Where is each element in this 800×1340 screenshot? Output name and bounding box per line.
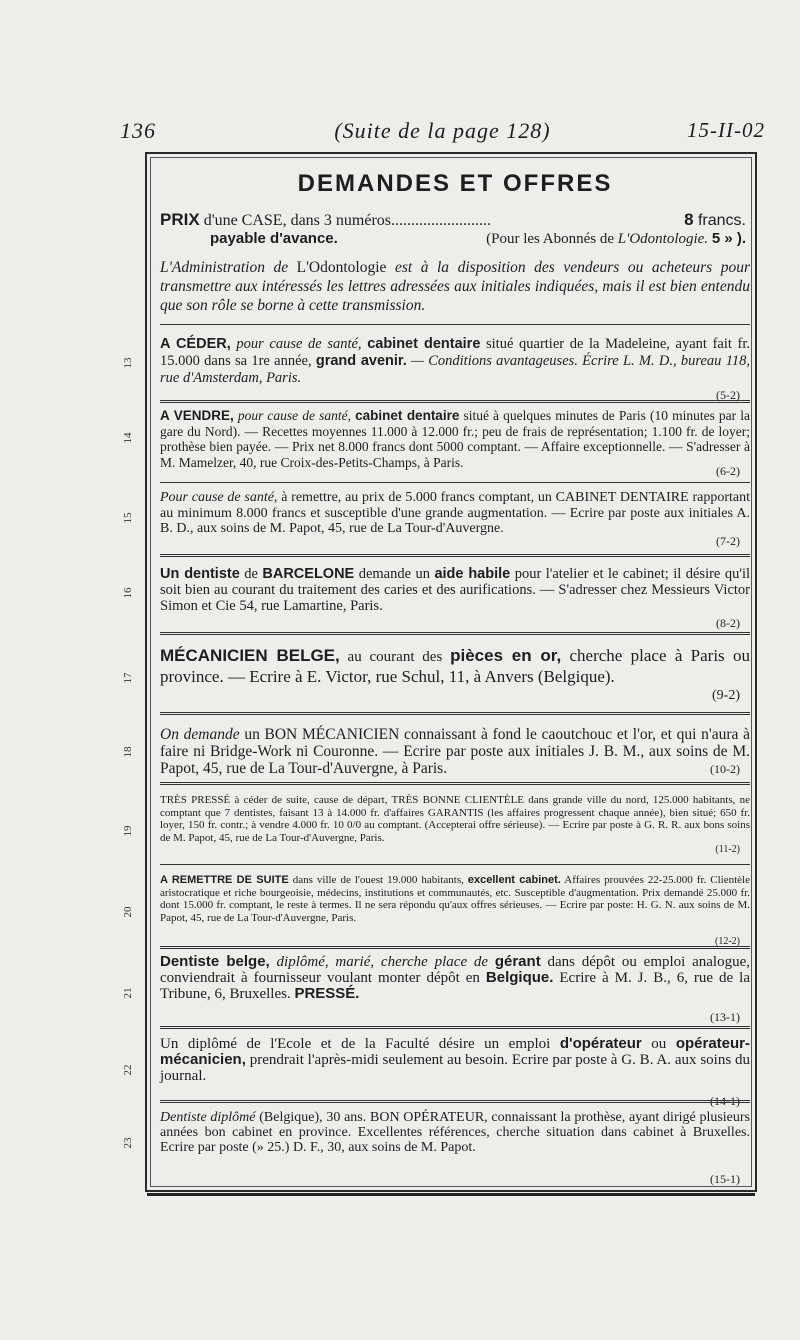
price-line (160, 210, 750, 230)
margin-number: 22 (122, 1064, 134, 1076)
subscribers-amount: 5 » ). (711, 230, 746, 247)
intro-text-b: est à la disposition des vendeurs ou acheteurs pour transmettre aux intéressés les lettres adressées aux initiales indiquées, mais il est bien entendu que son rôle se borne à cette transmission. (160, 259, 750, 314)
ad-lead: MÉCANICIEN BELGE, (160, 646, 340, 665)
ad-reference: (12-2) (715, 936, 740, 947)
ad-item (160, 566, 750, 630)
subscribers-journal: L'Odontologie. (617, 231, 709, 247)
margin-number: 23 (122, 1137, 134, 1149)
margin-number: 17 (122, 672, 134, 684)
ad-text: Affaires prouvées 22-25.000 fr. Clientèle aristocratique et riche bourgeoisie, médecins, institutions et communautés, etc. Susceptible d'augmentation. Prix demandé 25.000 fr. dont 15.000 fr. comptant, le reste à termes. Il ne sera répondu qu'aux offres sérieuses. — Ecrire par poste: H. G. N. aux soins de M. Papot, 45, rue de La Tour-d'Auvergne, Paris. (160, 874, 750, 924)
ad-text: dans ville de l'ouest 19.000 habitants, (288, 874, 468, 886)
ad-bold: cabinet dentaire (367, 336, 481, 352)
ad-lead: Dentiste diplômé (160, 1110, 256, 1125)
ad-text: pour cause de santé, (233, 408, 356, 423)
ad-reference: (13-1) (710, 1010, 740, 1024)
price-amount: 8 (684, 210, 694, 229)
subscribers-prefix: (Pour les Abonnés de (486, 231, 618, 247)
ad-bold: grand avenir. (315, 353, 407, 369)
ad-item (160, 1110, 750, 1186)
ad-text: pour cause de santé, (230, 336, 368, 352)
ad-reference: (11-2) (715, 844, 740, 855)
ad-text: à céder de suite, cause de départ, TRÈS BONNE CLIENTÈLE dans grande ville du nord, 125.000 habitants, ne comptant que 7 dentistes, faisant 13 à 14.000 fr. d'affaires GARANTIS (les affaires progressent chaque année), bien situé; 650 fr. loyer, 150 fr. contr.; à vendre 4.000 fr. 10 0/0 au comptant. (Accepterai offre sérieuse). — Ecrire par poste à G. R. R. aux bons soins de M. Papot, 45, rue de La Tour-d'Auvergne, Paris. (160, 794, 750, 844)
ad-bold: Belgique. (485, 969, 554, 986)
ad-bold: opérateur-mécanicien, (160, 1035, 750, 1068)
ad-text: ou (641, 1036, 676, 1052)
ad-reference: (15-1) (710, 1172, 740, 1186)
ad-bold: pièces en or, (450, 646, 562, 665)
page-number: 136 (120, 118, 156, 143)
price-unit: francs. (693, 212, 746, 229)
ad-text: demande un (354, 566, 435, 582)
ad-text: à remettre, au prix de 5.000 francs comptant, un CABINET DENTAIRE rapportant au minimum 8.000 francs et susceptible d'une grande augmentation. — Ecrire par poste aux initiales A. B. D., aux soins de M. Papot, 45, rue de La Tour-d'Auvergne. (160, 490, 750, 536)
price-prix: PRIX (160, 210, 200, 229)
ad-bold: cabinet dentaire (355, 408, 460, 423)
ad-item (160, 726, 750, 790)
ad-text: situé quartier de la Madeleine, ayant fait fr. 15.000 dans sa 1re année, (160, 336, 751, 369)
ad-text: prendrait l'après-midi seulement au besoin. Ecrire par poste à G. B. A. aux soins du journal. (160, 1052, 750, 1084)
intro-text-a: L'Administration de (160, 259, 297, 276)
ad-lead: Dentiste belge, (160, 953, 270, 970)
ad-item (160, 794, 750, 864)
ad-reference: (8-2) (716, 616, 740, 630)
ad-text: (Belgique), 30 ans. BON OPÉRATEUR, connaissant la prothèse, ayant dirigé plusieurs années bon cabinet en province. Excellentes références, cherche situation dans cabinet à Bruxelles. Ecrire par poste (» 25.) D. F., 30, aux soins de M. Papot. (160, 1110, 750, 1155)
ad-item (160, 1036, 750, 1106)
margin-number: 16 (122, 587, 134, 599)
ad-bold: aide habile (434, 566, 511, 582)
ad-reference: (14-1) (710, 1094, 740, 1108)
ad-reference: (10-2) (710, 762, 740, 776)
margin-number: 14 (122, 432, 134, 444)
ad-item (160, 408, 750, 480)
price-line-subscribers (160, 230, 750, 250)
ad-text: un BON MÉCANICIEN connaissant à fond le caoutchouc et l'or, et qui n'aura à faire ni Bridge-Work ni Couronne. — Ecrire par poste aux initiales J. B. M., aux soins de M. Papot, 45, rue de La Tour-d'Auvergne, à Paris. (160, 726, 750, 777)
ad-lead: TRÈS PRESSÉ (160, 794, 231, 806)
intro-journal: L'Odontologie (296, 259, 387, 276)
ad-text: dans dépôt ou emploi analogue, conviendrait à fournisseur voulant monter dépôt en (160, 954, 750, 986)
ad-text: Ecrire à M. J. B., 6, rue de la Tribune, 6, Bruxelles. (160, 970, 751, 1002)
running-title: (Suite de la page 128) (334, 118, 551, 143)
ad-lead: On demande (160, 726, 240, 743)
running-head (120, 118, 765, 148)
ad-reference: (5-2) (716, 388, 740, 402)
ad-text: diplômé, marié, cherche place de (269, 954, 495, 970)
ad-text: situé à quelques minutes de Paris (10 minutes par la gare du Nord). — Recettes moyennes 11.000 à 12.000 fr.; peu de frais de représentation; 1.100 fr. de loyer; prothèse bien payée. — Prix net 8.000 francs dont 5000 comptant. — Affaire exceptionnelle. — S'adresser à M. Mamelzer, 40, rue Croix-des-Petits-Champs, à Paris. (160, 408, 750, 470)
ad-reference: (6-2) (716, 464, 740, 478)
margin-number: 21 (122, 987, 134, 999)
payable-text: payable d'avance. (210, 230, 338, 247)
ad-item (160, 490, 750, 548)
ad-item (160, 646, 750, 710)
ad-text: cherche place à Paris ou province. — Ecrire à E. Victor, rue Schul, 11, à Anvers (Belgique). (160, 646, 750, 686)
ad-text: de (239, 566, 263, 582)
margin-number: 18 (122, 746, 134, 758)
section-title: DEMANDES ET OFFRES (297, 170, 613, 197)
ad-bold: BARCELONE (262, 566, 355, 582)
price-desc: d'une CASE, dans 3 numéros......................... (199, 212, 491, 229)
ad-lead: A REMETTRE DE SUITE (160, 874, 289, 886)
ad-lead: Un diplômé (160, 1036, 238, 1052)
ad-bold: gérant (494, 953, 541, 970)
margin-number: 15 (122, 512, 134, 524)
ad-text: — Conditions avantageuses. Écrire L. M. D., bureau 118, rue d'Amsterdam, Paris. (160, 353, 751, 386)
ad-bold: d'opérateur (559, 1035, 642, 1052)
ad-item (160, 954, 750, 1024)
intro-paragraph (160, 258, 750, 315)
ad-text: au courant des (339, 649, 451, 665)
ad-lead: Un dentiste (160, 566, 240, 582)
ad-text: pour l'atelier et le cabinet; il désire qu'il soit bien au courant du traitement des caries et des aurifications. — S'adresser chez Messieurs Victor Simon et Cie 54, rue Lamartine, Paris. (160, 566, 750, 614)
ad-bold: PRESSÉ. (294, 985, 360, 1002)
margin-number: 13 (122, 357, 134, 369)
ad-item (160, 336, 750, 402)
ad-text: de l'Ecole et de la Faculté désire un emploi (237, 1036, 560, 1052)
margin-number: 19 (122, 825, 134, 837)
section-header (160, 170, 750, 315)
ad-lead: A VENDRE, (160, 408, 234, 423)
ad-reference: (7-2) (716, 534, 740, 548)
issue-date: 15-II-02 (687, 118, 765, 142)
margin-number: 20 (122, 906, 134, 918)
ad-bold: excellent cabinet. (467, 874, 561, 886)
ad-lead: A CÉDER, (160, 336, 231, 352)
ad-reference: (9-2) (712, 688, 740, 703)
ad-lead: Pour cause de santé, (160, 490, 278, 505)
ad-item (160, 874, 750, 950)
